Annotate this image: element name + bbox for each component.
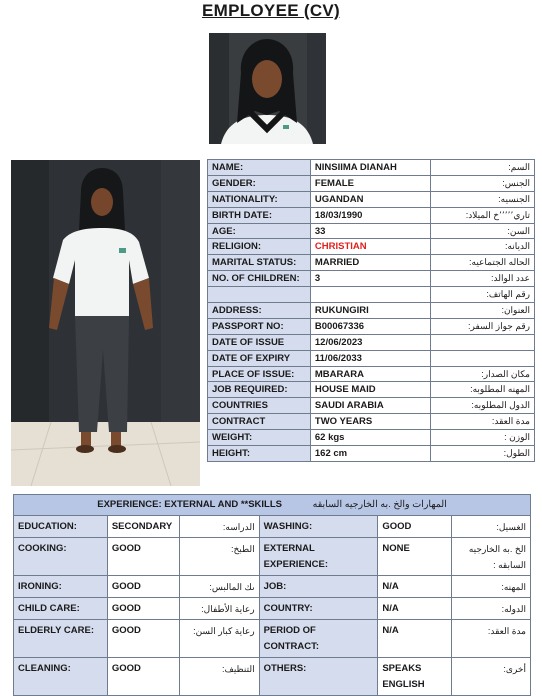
- info-label: NAME:: [208, 160, 311, 176]
- info-row: [208, 191, 535, 207]
- info-label: PASSPORT NO:: [208, 318, 311, 334]
- skill-value: GOOD: [107, 538, 179, 576]
- info-arabic-label: رقم جواز السفر:: [431, 318, 535, 334]
- skill-label: WASHING:: [259, 516, 378, 538]
- experience-heading: [14, 495, 531, 516]
- full-body-photo: [11, 160, 200, 486]
- skill-arabic-label: الدراسه:: [179, 516, 259, 538]
- experience-row: [14, 576, 531, 598]
- info-label: PLACE OF ISSUE:: [208, 366, 311, 382]
- experience-row: [14, 658, 531, 696]
- info-row: [208, 255, 535, 271]
- experience-row: [14, 598, 531, 620]
- info-value: SAUDI ARABIA: [310, 398, 431, 414]
- info-value: MBARARA: [310, 366, 431, 382]
- info-label: MARITAL STATUS:: [208, 255, 311, 271]
- info-value: 12/06/2023: [310, 334, 431, 350]
- skill-arabic-label: الغسيل:: [452, 516, 531, 538]
- info-label: BIRTH DATE:: [208, 207, 311, 223]
- info-row: [208, 318, 535, 334]
- skill-value: GOOD: [107, 620, 179, 658]
- info-row: [208, 160, 535, 176]
- skill-value: N/A: [378, 598, 452, 620]
- skill-label: COOKING:: [14, 538, 108, 576]
- info-label: HEIGHT:: [208, 446, 311, 462]
- skill-arabic-label: الدوله:: [452, 598, 531, 620]
- info-arabic-label: مكان الصدار:: [431, 366, 535, 382]
- skill-label: CHILD CARE:: [14, 598, 108, 620]
- info-arabic-label: تاري٬٬٬٬٬خ الميلاد:: [431, 207, 535, 223]
- info-label: CONTRACT: [208, 414, 311, 430]
- experience-heading-text: EXPERIENCE: EXTERNAL AND **SKILLS: [97, 499, 282, 510]
- document-title: EMPLOYEE (CV): [201, 1, 341, 20]
- skill-arabic-label: رعاية الأطفال:: [179, 598, 259, 620]
- experience-heading-arabic: المهارات والخ .به الخارجيه السابقه: [312, 499, 447, 510]
- skill-arabic-label: ىك المالبس:: [179, 576, 259, 598]
- skill-arabic-label: التنظيف:: [179, 658, 259, 696]
- info-arabic-label: السم:: [431, 160, 535, 176]
- info-row: [208, 239, 535, 255]
- skill-label: IRONING:: [14, 576, 108, 598]
- headshot-photo: [209, 33, 326, 144]
- skill-label: EXTERNAL EXPERIENCE:: [259, 538, 378, 576]
- skill-value: SECONDARY: [107, 516, 179, 538]
- skill-value: GOOD: [107, 598, 179, 620]
- info-row: [208, 398, 535, 414]
- info-label: [208, 287, 311, 303]
- info-arabic-label: الوزن :: [431, 430, 535, 446]
- info-value: [310, 287, 431, 303]
- experience-row: [14, 538, 531, 576]
- info-arabic-label: الحاله الجتماعيه:: [431, 255, 535, 271]
- info-label: NO. OF CHILDREN:: [208, 271, 311, 287]
- info-arabic-label: المهنه المطلوبه:: [431, 382, 535, 398]
- info-value: 162 cm: [310, 446, 431, 462]
- info-arabic-label: الدول المطلوبه:: [431, 398, 535, 414]
- info-value: CHRISTIAN: [310, 239, 431, 255]
- info-value: RUKUNGIRI: [310, 303, 431, 319]
- experience-row: [14, 620, 531, 658]
- info-row: [208, 207, 535, 223]
- skill-label: PERIOD OF CONTRACT:: [259, 620, 378, 658]
- skill-value: N/A: [378, 576, 452, 598]
- info-label: ADDRESS:: [208, 303, 311, 319]
- info-row: [208, 446, 535, 462]
- info-arabic-label: مدة العقد:: [431, 414, 535, 430]
- info-label: DATE OF ISSUE: [208, 334, 311, 350]
- info-value: FEMALE: [310, 175, 431, 191]
- skill-arabic-label: مدة العقد:: [452, 620, 531, 658]
- info-label: DATE OF EXPIRY: [208, 350, 311, 366]
- info-arabic-label: [431, 334, 535, 350]
- skill-label: ELDERLY CARE:: [14, 620, 108, 658]
- info-row: [208, 334, 535, 350]
- info-row: [208, 287, 535, 303]
- info-value: HOUSE MAID: [310, 382, 431, 398]
- personal-info-table: [207, 159, 535, 462]
- info-arabic-label: [431, 350, 535, 366]
- skill-value: GOOD: [107, 576, 179, 598]
- info-row: [208, 223, 535, 239]
- info-value: NINSIIMA DIANAH: [310, 160, 431, 176]
- info-row: [208, 366, 535, 382]
- info-value: 11/06/2033: [310, 350, 431, 366]
- info-arabic-label: السن:: [431, 223, 535, 239]
- info-arabic-label: العنوان:: [431, 303, 535, 319]
- info-row: [208, 175, 535, 191]
- skill-value: GOOD: [378, 516, 452, 538]
- skill-label: OTHERS:: [259, 658, 378, 696]
- info-value: 62 kgs: [310, 430, 431, 446]
- info-label: GENDER:: [208, 175, 311, 191]
- skill-arabic-label: أخرى:: [452, 658, 531, 696]
- info-arabic-label: الجنس:: [431, 175, 535, 191]
- info-arabic-label: الديانه:: [431, 239, 535, 255]
- info-value: 3: [310, 271, 431, 287]
- info-label: RELIGION:: [208, 239, 311, 255]
- info-row: [208, 430, 535, 446]
- info-row: [208, 414, 535, 430]
- skill-value: GOOD: [107, 658, 179, 696]
- info-row: [208, 350, 535, 366]
- info-value: 33: [310, 223, 431, 239]
- info-arabic-label: عدد الوالد:: [431, 271, 535, 287]
- info-value: B00067336: [310, 318, 431, 334]
- skill-arabic-label: الخ .به الخارجيه السابقه :: [452, 538, 531, 576]
- skill-label: COUNTRY:: [259, 598, 378, 620]
- skill-value: NONE: [378, 538, 452, 576]
- info-value: MARRIED: [310, 255, 431, 271]
- skill-label: CLEANING:: [14, 658, 108, 696]
- info-label: JOB REQUIRED:: [208, 382, 311, 398]
- info-value: TWO YEARS: [310, 414, 431, 430]
- skill-label: JOB:: [259, 576, 378, 598]
- skill-label: EDUCATION:: [14, 516, 108, 538]
- info-label: AGE:: [208, 223, 311, 239]
- info-value: 18/03/1990: [310, 207, 431, 223]
- info-value: UGANDAN: [310, 191, 431, 207]
- info-label: NATIONALITY:: [208, 191, 311, 207]
- experience-skills-table: [13, 494, 531, 696]
- skill-arabic-label: رعاية كبار السن:: [179, 620, 259, 658]
- info-row: [208, 271, 535, 287]
- skill-arabic-label: الطبخ:: [179, 538, 259, 576]
- info-arabic-label: رقم الهاتف:: [431, 287, 535, 303]
- experience-row: [14, 516, 531, 538]
- info-arabic-label: الجنسيه:: [431, 191, 535, 207]
- skill-arabic-label: المهنه:: [452, 576, 531, 598]
- skill-value: SPEAKS ENGLISH: [378, 658, 452, 696]
- info-row: [208, 303, 535, 319]
- skill-value: N/A: [378, 620, 452, 658]
- info-label: WEIGHT:: [208, 430, 311, 446]
- info-row: [208, 382, 535, 398]
- info-arabic-label: الطول:: [431, 446, 535, 462]
- info-label: COUNTRIES: [208, 398, 311, 414]
